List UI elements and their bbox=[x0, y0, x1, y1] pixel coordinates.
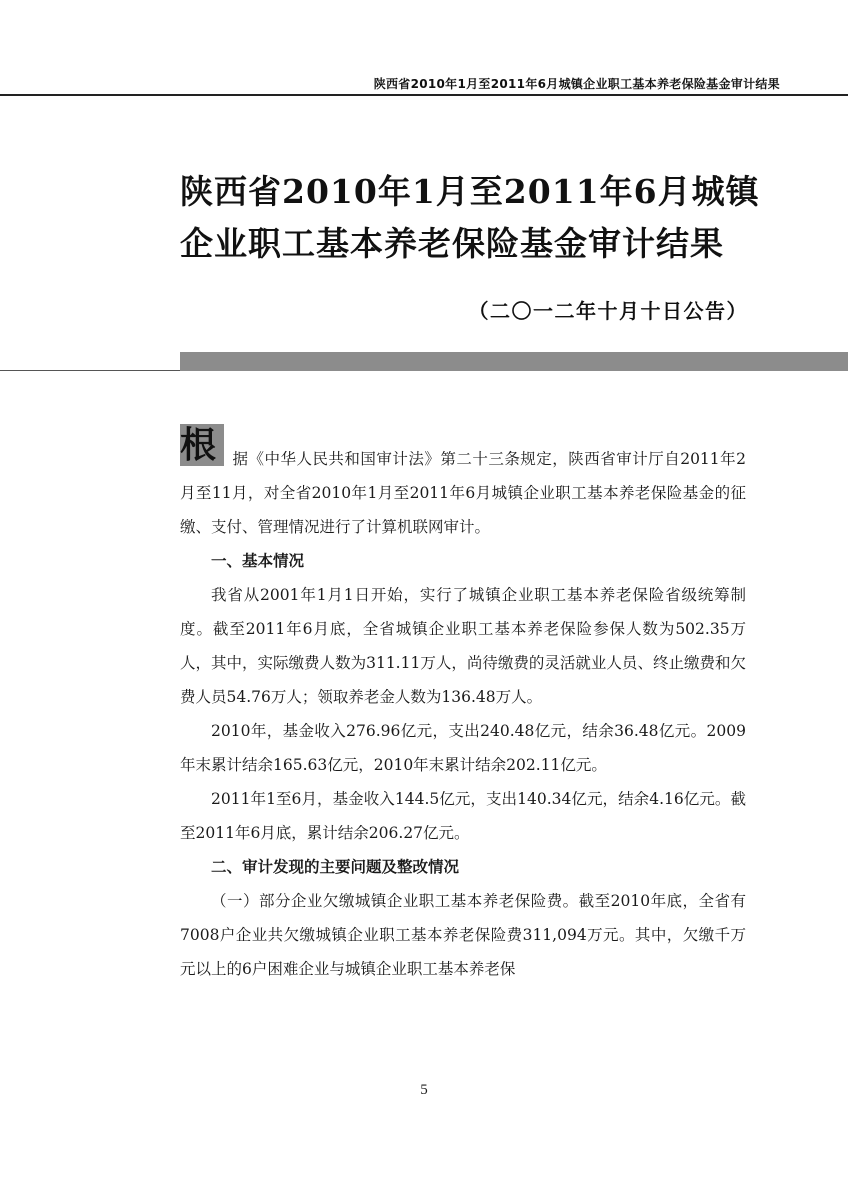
title-line-2: 企业职工基本养老保险基金审计结果 bbox=[180, 224, 724, 263]
page-number: 5 bbox=[420, 1082, 428, 1098]
section-heading-1: 一、基本情况 bbox=[211, 551, 305, 570]
dropcap: 根 bbox=[180, 424, 224, 466]
announcement-date: （二〇一二年十月十日公告） bbox=[468, 299, 748, 323]
running-header bbox=[0, 74, 848, 96]
intro-paragraph bbox=[180, 424, 746, 544]
paragraph-2010-funds: 2010年，基金收入276.96亿元，支出240.48亿元，结余36.48亿元。2009年末累计结余165.63亿元，2010年末累计结余202.11亿元。 bbox=[180, 722, 746, 774]
intro-text: 据《中华人民共和国审计法》第二十三条规定，陕西省审计厅自2011年2月至11月，对全省2010年1月至2011年6月城镇企业职工基本养老保险基金的征缴、支付、管理情况进行了计算机联网审计。 bbox=[180, 450, 746, 536]
title-line-1: 陕西省2010年1月至2011年6月城镇 bbox=[180, 172, 760, 211]
divider-bar bbox=[180, 352, 848, 371]
paragraph-2011-funds: 2011年1至6月，基金收入144.5亿元，支出140.34亿元，结余4.16亿元。截至2011年6月底，累计结余206.27亿元。 bbox=[180, 790, 746, 842]
section-heading-2: 二、审计发现的主要问题及整改情况 bbox=[211, 857, 460, 876]
body-content bbox=[180, 424, 746, 986]
paragraph-basic-info: 我省从2001年1月1日开始，实行了城镇企业职工基本养老保险省级统筹制度。截至2011年6月底，全省城镇企业职工基本养老保险参保人数为502.35万人，其中，实际缴费人数为311.11万人，尚待缴费的灵活就业人员、终止缴费和欠费人员54.76万人；领取养老金人数为136.48万人。 bbox=[180, 586, 746, 706]
paragraph-arrears: （一）部分企业欠缴城镇企业职工基本养老保险费。截至2010年底，全省有7008户企业共欠缴城镇企业职工基本养老保险费311,094万元。其中，欠缴千万元以上的6户困难企业与城镇企业职工基本养老保 bbox=[180, 892, 746, 978]
running-header-title: 陕西省2010年1月至2011年6月城镇企业职工基本养老保险基金审计结果 bbox=[373, 77, 780, 91]
document-title bbox=[180, 166, 820, 270]
divider-thin bbox=[0, 370, 180, 371]
